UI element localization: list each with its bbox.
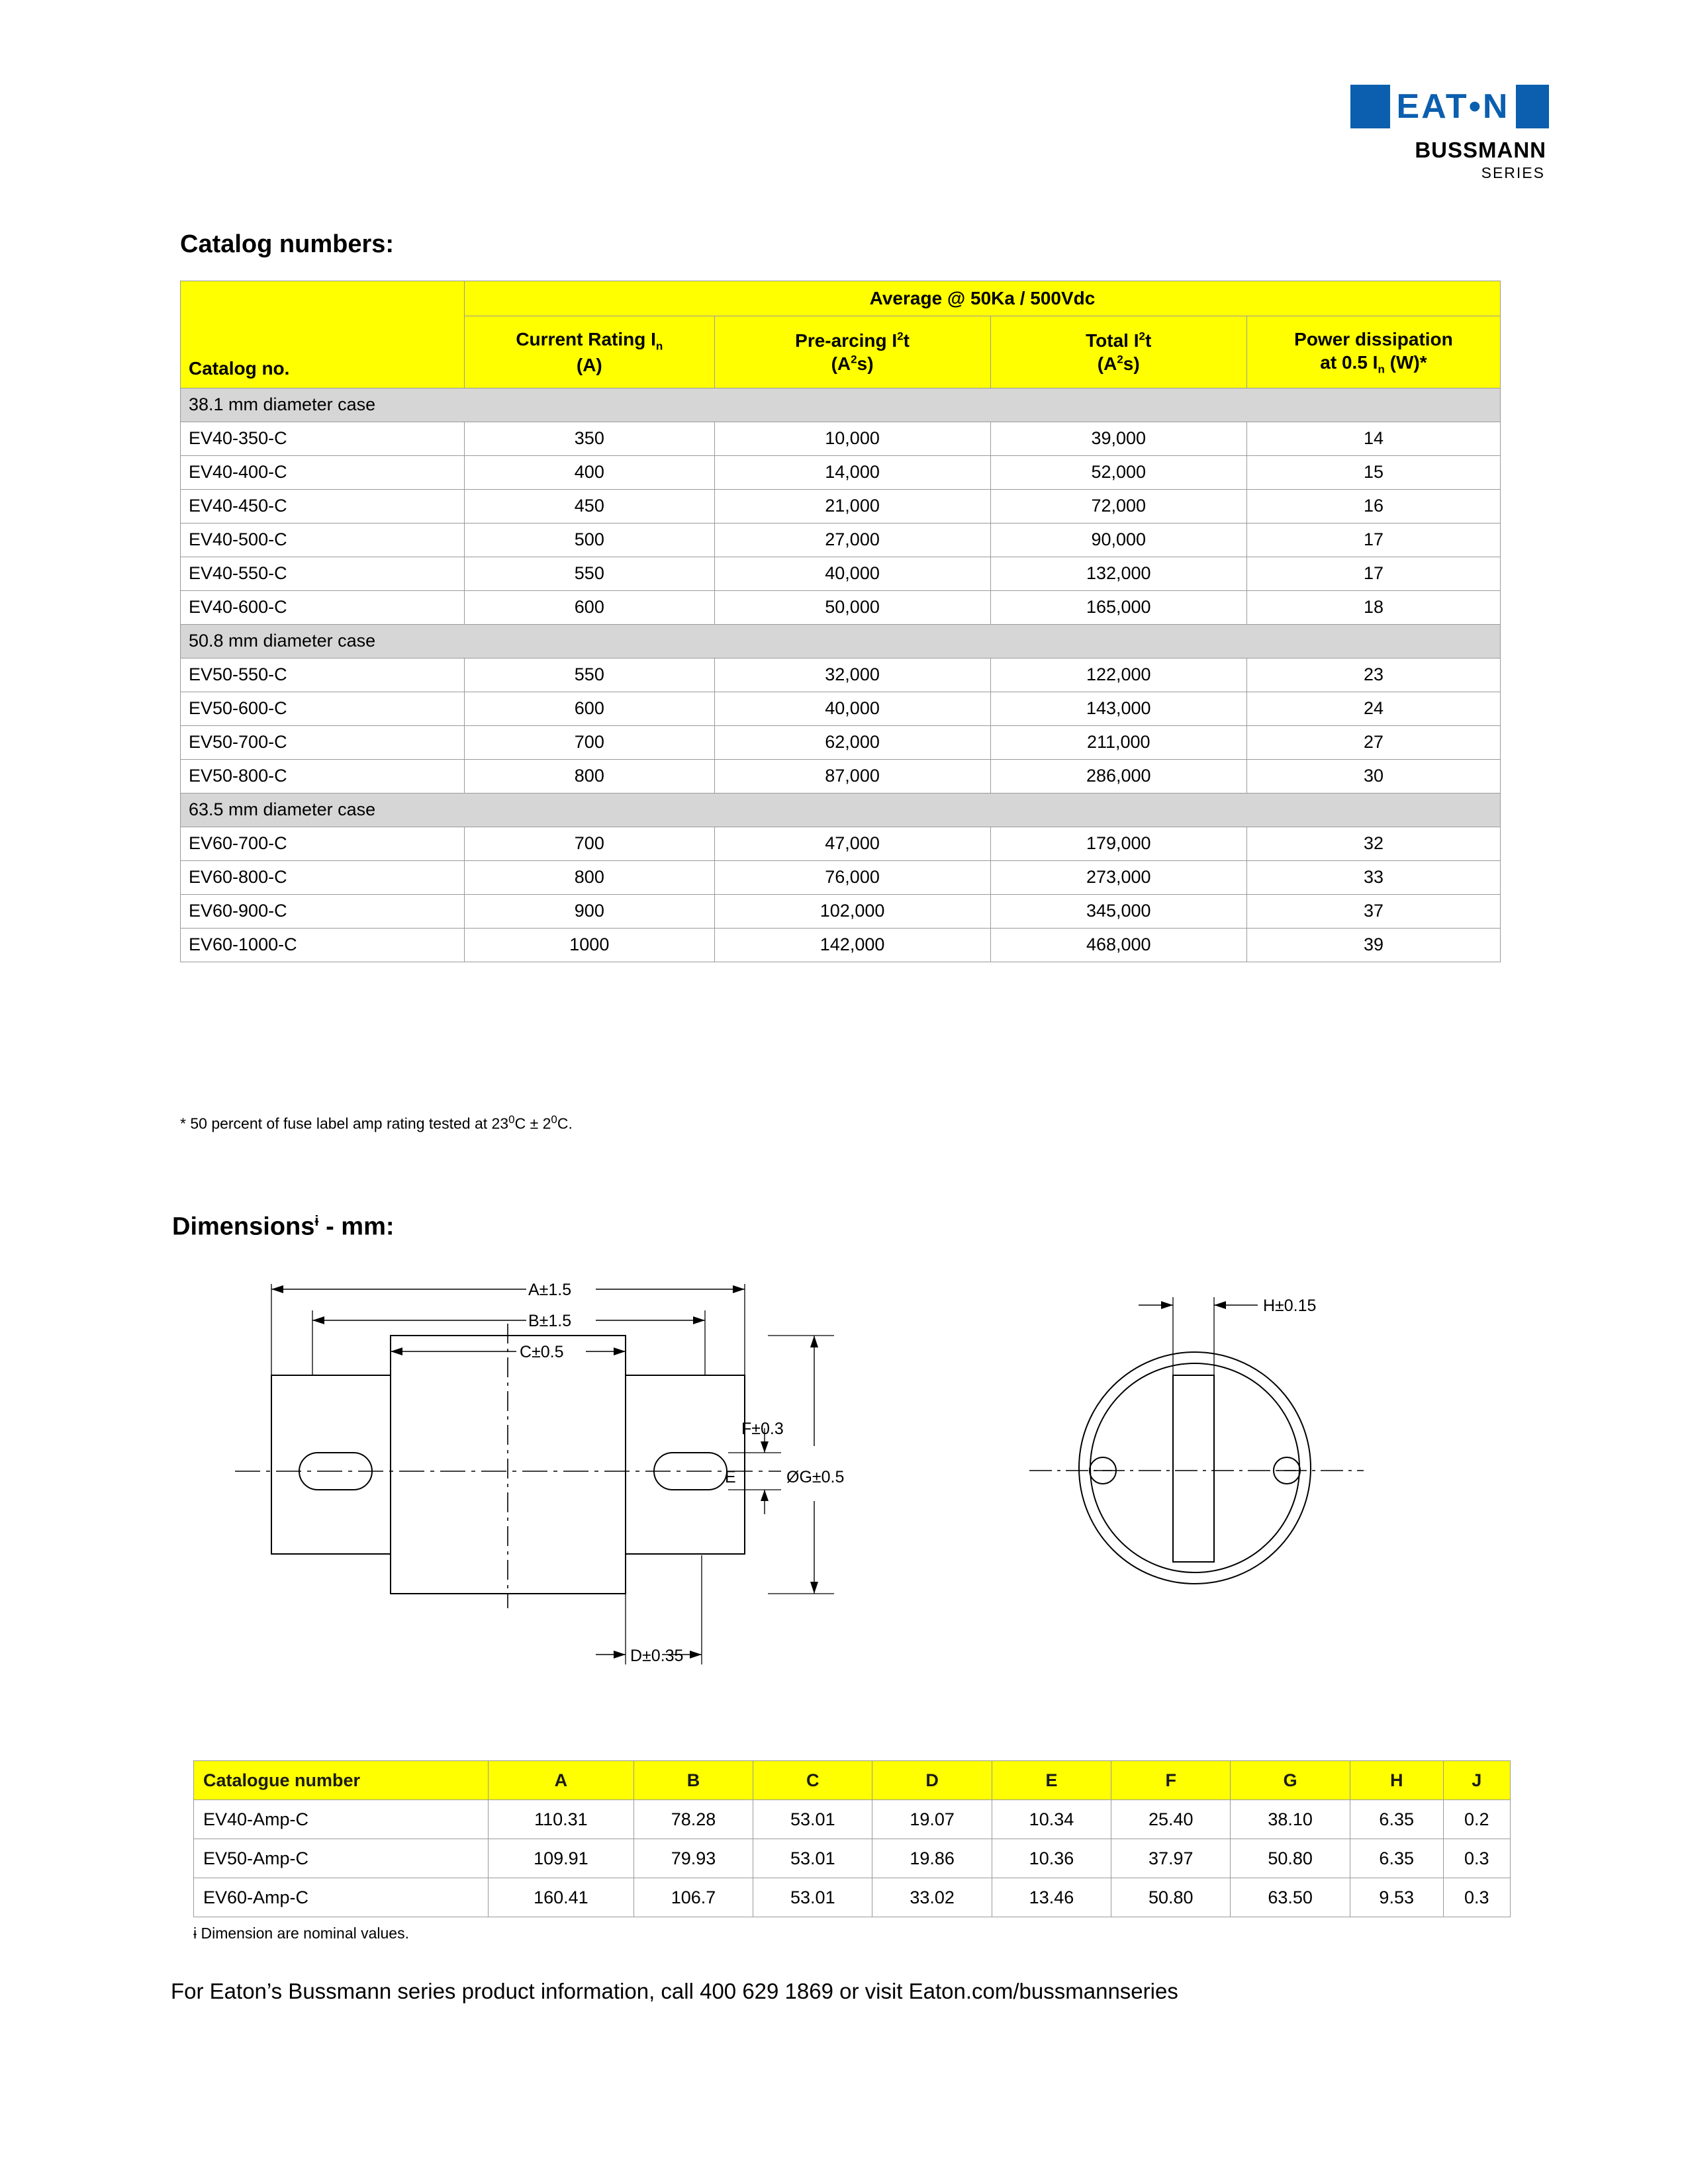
dim-cell-j: 0.2: [1443, 1800, 1510, 1839]
header-prearcing-line1: Pre-arcing $I^2t$: [795, 330, 910, 351]
dim-cell-h: 9.53: [1350, 1878, 1443, 1917]
cell-current: 900: [465, 894, 715, 928]
table-row: [181, 590, 1501, 624]
cell-prearcing: 40,000: [714, 692, 990, 725]
header-prearcing: [714, 316, 990, 388]
table-row: [181, 489, 1501, 523]
cell-prearcing: 32,000: [714, 658, 990, 692]
dim-cell-d: 33.02: [872, 1878, 992, 1917]
dim-header-b: B: [633, 1761, 753, 1800]
cell-prearcing: 14,000: [714, 455, 990, 489]
header-current-rating-line1: Current Rating $I_n$: [516, 328, 663, 353]
cell-prearcing: 47,000: [714, 827, 990, 860]
table-row: [181, 894, 1501, 928]
dim-cell-name: EV50-Amp-C: [194, 1839, 489, 1878]
dim-cell-a: 160.41: [489, 1878, 634, 1917]
table-row: [181, 523, 1501, 557]
cell-catalog: EV60-900-C: [181, 894, 465, 928]
dim-header-f: F: [1111, 1761, 1231, 1800]
header-current-rating: [465, 316, 715, 388]
catalog-table: [180, 281, 1501, 962]
table-row: [181, 725, 1501, 759]
cell-power: 15: [1246, 455, 1500, 489]
cell-total: 273,000: [990, 860, 1246, 894]
cell-current: 550: [465, 557, 715, 590]
dim-cell-c: 53.01: [753, 1878, 872, 1917]
dimensions-heading-suffix: - mm:: [318, 1212, 395, 1241]
cell-catalog: EV50-700-C: [181, 725, 465, 759]
dim-cell-b: 78.28: [633, 1800, 753, 1839]
dim-label-h: H±0.15: [1263, 1297, 1317, 1315]
header-current-rating-line2: (A): [576, 354, 602, 375]
table-header-row: [181, 316, 1501, 388]
cell-total: 345,000: [990, 894, 1246, 928]
dim-label-b: B±1.5: [528, 1312, 572, 1330]
dimensions-dagger: ɨ: [314, 1212, 319, 1229]
header-total-line1: Total $I^2t$: [1086, 330, 1152, 351]
cell-total: 211,000: [990, 725, 1246, 759]
cell-current: 550: [465, 658, 715, 692]
cell-current: 350: [465, 422, 715, 455]
dimension-table-footnote: ɨ Dimension are nominal values.: [193, 1925, 409, 1942]
dim-label-d: D±0.35: [630, 1647, 684, 1665]
dim-cell-a: 110.31: [489, 1800, 634, 1839]
cell-power: 24: [1246, 692, 1500, 725]
cell-power: 37: [1246, 894, 1500, 928]
logo-bussmann-text: BUSSMANN: [1415, 138, 1546, 162]
dim-header-h: H: [1350, 1761, 1443, 1800]
header-power-line1: Power dissipation: [1294, 328, 1453, 349]
dim-label-a: A±1.5: [528, 1281, 572, 1299]
cell-power: 33: [1246, 860, 1500, 894]
cell-power: 17: [1246, 523, 1500, 557]
logo-right-bar: [1516, 85, 1549, 128]
header-power-dissipation: [1246, 316, 1500, 388]
dim-header-g: G: [1231, 1761, 1350, 1800]
cell-current: 1000: [465, 928, 715, 962]
cell-power: 30: [1246, 759, 1500, 793]
dim-cell-a: 109.91: [489, 1839, 634, 1878]
table-row: [181, 860, 1501, 894]
dim-label-c: C±0.5: [520, 1343, 564, 1361]
dim-cell-e: 10.36: [992, 1839, 1111, 1878]
cell-power: 32: [1246, 827, 1500, 860]
cell-power: 18: [1246, 590, 1500, 624]
cell-prearcing: 62,000: [714, 725, 990, 759]
dim-header-e: E: [992, 1761, 1111, 1800]
header-blank-cell: [181, 281, 465, 316]
header-prearcing-line2: $(A^2s)$: [831, 353, 874, 374]
logo-left-bar: [1350, 85, 1390, 128]
footer-contact-line: For Eaton’s Bussmann series product information, call 400 629 1869 or visit Eaton.com/bussmannseries: [171, 1979, 1178, 2003]
header-total: [990, 316, 1246, 388]
dim-cell-e: 10.34: [992, 1800, 1111, 1839]
cell-total: 72,000: [990, 489, 1246, 523]
fuse-dimension-drawing: [199, 1257, 1509, 1747]
eaton-wordmark: [1350, 85, 1549, 128]
dim-table-row: [194, 1878, 1511, 1917]
cell-power: 39: [1246, 928, 1500, 962]
cell-prearcing: 27,000: [714, 523, 990, 557]
cell-total: 39,000: [990, 422, 1246, 455]
cell-catalog: EV50-550-C: [181, 658, 465, 692]
cell-catalog: EV50-600-C: [181, 692, 465, 725]
dim-header-catalogue-number: Catalogue number: [194, 1761, 489, 1800]
cell-catalog: EV40-550-C: [181, 557, 465, 590]
cell-total: 468,000: [990, 928, 1246, 962]
cell-total: 286,000: [990, 759, 1246, 793]
dim-table-row: [194, 1839, 1511, 1878]
cell-power: 16: [1246, 489, 1500, 523]
cell-catalog: EV40-600-C: [181, 590, 465, 624]
dim-header-j: J: [1443, 1761, 1510, 1800]
group-label-63: 63.5 mm diameter case: [181, 793, 1501, 827]
cell-catalog: EV40-350-C: [181, 422, 465, 455]
cell-catalog: EV60-700-C: [181, 827, 465, 860]
logo-series-text: SERIES: [1481, 164, 1545, 181]
cell-catalog: EV60-1000-C: [181, 928, 465, 962]
cell-total: 90,000: [990, 523, 1246, 557]
cell-current: 700: [465, 827, 715, 860]
dimension-table: [193, 1760, 1511, 1917]
dim-cell-b: 79.93: [633, 1839, 753, 1878]
cell-current: 600: [465, 590, 715, 624]
cell-total: 52,000: [990, 455, 1246, 489]
table-row: [181, 557, 1501, 590]
header-catalog-no: Catalog no.: [181, 316, 465, 388]
table-header-row-span: [181, 281, 1501, 316]
table-row: [181, 759, 1501, 793]
dim-cell-name: EV40-Amp-C: [194, 1800, 489, 1839]
cell-total: 165,000: [990, 590, 1246, 624]
dim-cell-c: 53.01: [753, 1839, 872, 1878]
cell-current: 400: [465, 455, 715, 489]
dim-header-a: A: [489, 1761, 634, 1800]
dim-label-e: E: [725, 1468, 736, 1486]
dim-cell-h: 6.35: [1350, 1800, 1443, 1839]
cell-prearcing: 142,000: [714, 928, 990, 962]
cell-catalog: EV40-500-C: [181, 523, 465, 557]
cell-total: 122,000: [990, 658, 1246, 692]
cell-power: 14: [1246, 422, 1500, 455]
group-label-38: 38.1 mm diameter case: [181, 388, 1501, 422]
dim-cell-j: 0.3: [1443, 1878, 1510, 1917]
dim-cell-d: 19.86: [872, 1839, 992, 1878]
dim-cell-f: 50.80: [1111, 1878, 1231, 1917]
cell-current: 800: [465, 759, 715, 793]
table-row: [181, 658, 1501, 692]
cell-power: 27: [1246, 725, 1500, 759]
cell-total: 179,000: [990, 827, 1246, 860]
header-power-line2: at 0.5 $I_n$ (W)*: [1320, 351, 1427, 376]
catalog-numbers-heading: Catalog numbers:: [180, 230, 395, 258]
header-total-line2: $(A^2s)$: [1097, 353, 1140, 374]
dim-cell-j: 0.3: [1443, 1839, 1510, 1878]
cell-prearcing: 76,000: [714, 860, 990, 894]
cell-current: 800: [465, 860, 715, 894]
group-header-row: [181, 624, 1501, 658]
dim-cell-c: 53.01: [753, 1800, 872, 1839]
table-row: [181, 455, 1501, 489]
dim-label-f: F±0.3: [741, 1420, 784, 1438]
cell-prearcing: 50,000: [714, 590, 990, 624]
dim-cell-e: 13.46: [992, 1878, 1111, 1917]
cell-total: 132,000: [990, 557, 1246, 590]
dim-cell-g: 50.80: [1231, 1839, 1350, 1878]
dim-cell-b: 106.7: [633, 1878, 753, 1917]
dim-cell-d: 19.07: [872, 1800, 992, 1839]
eaton-logo: [1350, 85, 1549, 182]
cell-current: 600: [465, 692, 715, 725]
dim-cell-f: 25.40: [1111, 1800, 1231, 1839]
dim-cell-f: 37.97: [1111, 1839, 1231, 1878]
cell-total: 143,000: [990, 692, 1246, 725]
cell-catalog: EV40-450-C: [181, 489, 465, 523]
dim-header-row: [194, 1761, 1511, 1800]
cell-catalog: EV40-400-C: [181, 455, 465, 489]
cell-prearcing: 10,000: [714, 422, 990, 455]
dimensions-heading: [172, 1212, 395, 1242]
cell-current: 500: [465, 523, 715, 557]
group-header-row: [181, 388, 1501, 422]
dim-table-row: [194, 1800, 1511, 1839]
cell-catalog: EV60-800-C: [181, 860, 465, 894]
cell-power: 17: [1246, 557, 1500, 590]
group-header-row: [181, 793, 1501, 827]
dim-cell-g: 38.10: [1231, 1800, 1350, 1839]
group-label-50: 50.8 mm diameter case: [181, 624, 1501, 658]
cell-prearcing: 21,000: [714, 489, 990, 523]
header-average-span: Average @ 50Ka / 500Vdc: [465, 281, 1501, 316]
dim-header-c: C: [753, 1761, 872, 1800]
cell-prearcing: 40,000: [714, 557, 990, 590]
table-row: [181, 692, 1501, 725]
cell-prearcing: 102,000: [714, 894, 990, 928]
dim-cell-h: 6.35: [1350, 1839, 1443, 1878]
logo-brand-text: EAT•N: [1396, 87, 1510, 126]
dim-label-g: ØG±0.5: [786, 1468, 845, 1486]
table-row: [181, 827, 1501, 860]
cell-power: 23: [1246, 658, 1500, 692]
cell-prearcing: 87,000: [714, 759, 990, 793]
cell-current: 450: [465, 489, 715, 523]
dimensions-heading-text: Dimensions: [172, 1212, 315, 1241]
dim-cell-g: 63.50: [1231, 1878, 1350, 1917]
cell-catalog: EV50-800-C: [181, 759, 465, 793]
table-row: [181, 422, 1501, 455]
cell-current: 700: [465, 725, 715, 759]
table-row: [181, 928, 1501, 962]
dim-cell-name: EV60-Amp-C: [194, 1878, 489, 1917]
catalog-table-footnote: * 50 percent of fuse label amp rating tested at $23^0C \pm 2^0C$.: [180, 1113, 573, 1132]
dim-header-d: D: [872, 1761, 992, 1800]
